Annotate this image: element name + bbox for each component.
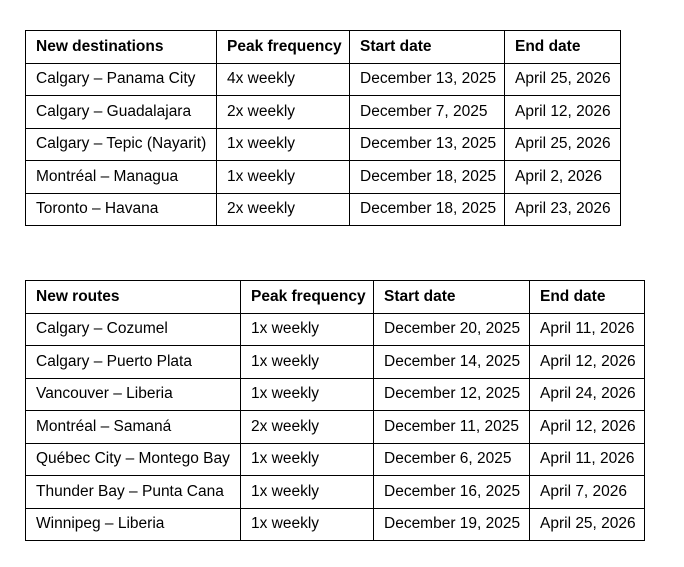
route-cell: Calgary – Panama City xyxy=(26,63,217,96)
start-date-cell: December 12, 2025 xyxy=(374,378,530,411)
start-date-cell: December 13, 2025 xyxy=(350,63,505,96)
new-destinations-table xyxy=(25,30,621,226)
header-cell: New routes xyxy=(26,281,241,314)
route-cell: Winnipeg – Liberia xyxy=(26,508,241,541)
route-cell: Vancouver – Liberia xyxy=(26,378,241,411)
frequency-cell: 1x weekly xyxy=(241,476,374,509)
frequency-cell: 1x weekly xyxy=(217,128,350,161)
route-cell: Calgary – Cozumel xyxy=(26,313,241,346)
new-routes-table xyxy=(25,280,645,541)
end-date-cell: April 12, 2026 xyxy=(530,411,645,444)
end-date-cell: April 7, 2026 xyxy=(530,476,645,509)
end-date-cell: April 2, 2026 xyxy=(505,161,621,194)
start-date-cell: December 11, 2025 xyxy=(374,411,530,444)
start-date-cell: December 13, 2025 xyxy=(350,128,505,161)
route-cell: Toronto – Havana xyxy=(26,193,217,226)
table-row xyxy=(26,313,645,346)
start-date-cell: December 6, 2025 xyxy=(374,443,530,476)
header-cell: New destinations xyxy=(26,31,217,64)
header-cell: Peak frequency xyxy=(217,31,350,64)
header-cell: Start date xyxy=(374,281,530,314)
route-cell: Calgary – Tepic (Nayarit) xyxy=(26,128,217,161)
start-date-cell: December 7, 2025 xyxy=(350,96,505,129)
table-row xyxy=(26,128,621,161)
header-cell: End date xyxy=(530,281,645,314)
table-row xyxy=(26,96,621,129)
route-cell: Calgary – Puerto Plata xyxy=(26,346,241,379)
frequency-cell: 1x weekly xyxy=(241,313,374,346)
frequency-cell: 2x weekly xyxy=(217,96,350,129)
end-date-cell: April 23, 2026 xyxy=(505,193,621,226)
frequency-cell: 1x weekly xyxy=(241,346,374,379)
frequency-cell: 4x weekly xyxy=(217,63,350,96)
end-date-cell: April 25, 2026 xyxy=(505,63,621,96)
start-date-cell: December 18, 2025 xyxy=(350,193,505,226)
frequency-cell: 2x weekly xyxy=(241,411,374,444)
route-cell: Québec City – Montego Bay xyxy=(26,443,241,476)
header-cell: Start date xyxy=(350,31,505,64)
table-row xyxy=(26,411,645,444)
start-date-cell: December 18, 2025 xyxy=(350,161,505,194)
route-cell: Montréal – Managua xyxy=(26,161,217,194)
frequency-cell: 1x weekly xyxy=(241,443,374,476)
frequency-cell: 1x weekly xyxy=(241,508,374,541)
end-date-cell: April 25, 2026 xyxy=(530,508,645,541)
end-date-cell: April 25, 2026 xyxy=(505,128,621,161)
table-header-row xyxy=(26,31,621,64)
table-row xyxy=(26,63,621,96)
table-row xyxy=(26,346,645,379)
header-cell: End date xyxy=(505,31,621,64)
frequency-cell: 2x weekly xyxy=(217,193,350,226)
table-header-row xyxy=(26,281,645,314)
end-date-cell: April 11, 2026 xyxy=(530,443,645,476)
end-date-cell: April 12, 2026 xyxy=(505,96,621,129)
header-cell: Peak frequency xyxy=(241,281,374,314)
start-date-cell: December 19, 2025 xyxy=(374,508,530,541)
table-row xyxy=(26,161,621,194)
start-date-cell: December 16, 2025 xyxy=(374,476,530,509)
table-row xyxy=(26,193,621,226)
table-row xyxy=(26,378,645,411)
start-date-cell: December 14, 2025 xyxy=(374,346,530,379)
frequency-cell: 1x weekly xyxy=(241,378,374,411)
route-cell: Thunder Bay – Punta Cana xyxy=(26,476,241,509)
end-date-cell: April 24, 2026 xyxy=(530,378,645,411)
end-date-cell: April 12, 2026 xyxy=(530,346,645,379)
end-date-cell: April 11, 2026 xyxy=(530,313,645,346)
route-cell: Calgary – Guadalajara xyxy=(26,96,217,129)
start-date-cell: December 20, 2025 xyxy=(374,313,530,346)
table-row xyxy=(26,443,645,476)
route-cell: Montréal – Samaná xyxy=(26,411,241,444)
table-row xyxy=(26,476,645,509)
table-row xyxy=(26,508,645,541)
frequency-cell: 1x weekly xyxy=(217,161,350,194)
